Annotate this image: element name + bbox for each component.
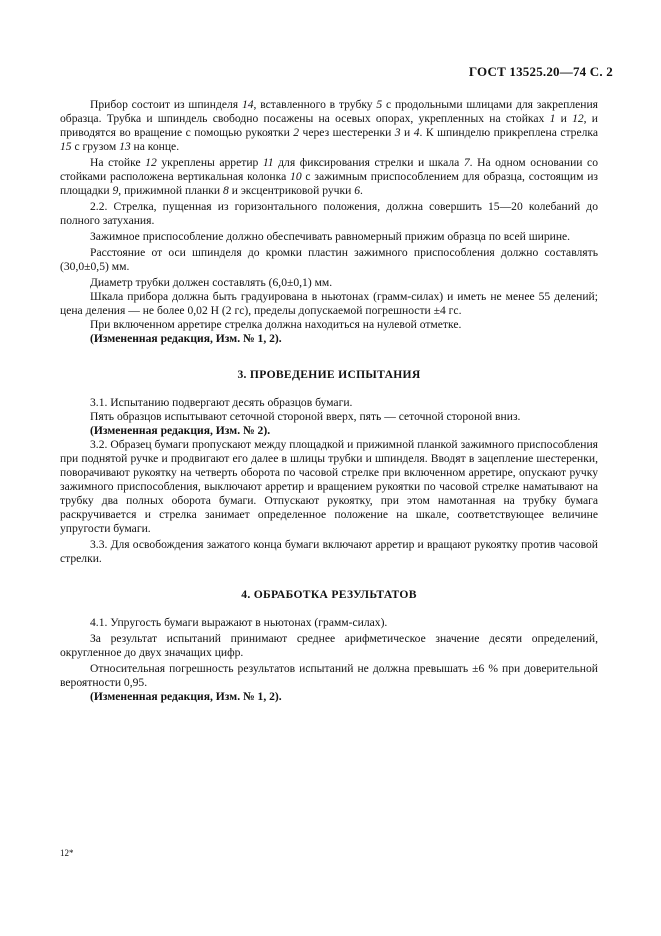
paragraph-result: За результат испытаний принимают среднее арифметическое значение десяти определений, округленное до двух значащих цифр. — [60, 632, 598, 659]
paragraph-distance: Расстояние от оси шпинделя до кромки пластин зажимного приспособления должно составлять (30,0±0,5) мм. — [60, 246, 598, 273]
paragraph-4-1: 4.1. Упругость бумаги выражают в ньютонах (грамм-силах). — [90, 616, 388, 629]
amendment-note-2: (Измененная редакция, Изм. № 2). — [90, 424, 271, 437]
document-body — [60, 98, 598, 704]
paragraph-five-samples: Пять образцов испытывают сеточной стороной вверх, пять — сеточной стороной вниз. — [90, 410, 521, 423]
page-header: ГОСТ 13525.20—74 С. 2 — [468, 64, 613, 79]
paragraph-diameter: Диаметр трубки должен составлять (6,0±0,1) мм. — [90, 276, 333, 289]
paragraph-2-2: 2.2. Стрелка, пущенная из горизонтального положения, должна совершить 15—20 колебаний до полного затухания. — [60, 200, 598, 227]
amendment-note-1: (Измененная редакция, Изм. № 1, 2). — [90, 332, 282, 345]
amendment-note-3: (Измененная редакция, Изм. № 1, 2). — [90, 690, 282, 703]
paragraph-scale: Шкала прибора должна быть градуирована в ньютонах (грамм-силах) и иметь не менее 55 делений; цена деления — не более 0,02 Н (2 гс), пределы допускаемой погрешности ±4 гс. — [60, 290, 598, 317]
paragraph-3-2: 3.2. Образец бумаги пропускают между площадкой и прижимной планкой зажимного приспособления при поднятой ручке и продвигают его далее в шлицы трубки и шпинделя. Вводят в зацепление шестеренки, поворачивают рукоятку на четверть оборота по часовой стрелке при включенном арретире, опускают ручку зажимного приспособления, выключают арретир и вращением рукоятки по часовой стрелке наматывают на трубку два полных оборота бумаги. Отпускают рукоятку, при этом намотанная на трубку бумага раскручивается и стрелка занимает определенное положение на шкале, соответствующее величине упругости бумаги. — [60, 438, 598, 535]
paragraph-3-1: 3.1. Испытанию подвергают десять образцов бумаги. — [90, 396, 353, 409]
section-3-title: 3. ПРОВЕДЕНИЕ ИСПЫТАНИЯ — [237, 368, 421, 381]
paragraph-device: Прибор состоит из шпинделя 14, вставленного в трубку 5 с продольными шлицами для закрепления образца. Трубка и шпиндель свободно посажены на осевых опорах, укрепленных на стойках 1 и 12, и приводятся во вращение с помощью рукоятки 2 через шестеренки 3 и 4. К шпинделю прикреплена стрелка 15 с грузом 13 на конце. — [60, 98, 599, 153]
section-4-title: 4. ОБРАБОТКА РЕЗУЛЬТАТОВ — [241, 588, 417, 601]
paragraph-error: Относительная погрешность результатов испытаний не должна превышать ±6 % при доверительной вероятности 0,95. — [60, 662, 598, 689]
paragraph-clamp: Зажимное приспособление должно обеспечивать равномерный прижим образца по всей ширине. — [90, 230, 571, 243]
paragraph-arrest: При включенном арретире стрелка должна находиться на нулевой отметке. — [90, 318, 462, 331]
paragraph-stand: На стойке 12 укреплены арретир 11 для фиксирования стрелки и шкала 7. На одном основании со стойками расположена вертикальная колонка 10 с зажимным приспособлением для образца, состоящим из площадки 9, прижимной планки 8 и эксцентриковой ручки 6. — [60, 156, 598, 197]
paragraph-3-3: 3.3. Для освобождения зажатого конца бумаги включают арретир и вращают рукоятку против часовой стрелки. — [60, 538, 598, 565]
page-footer: 12* — [60, 848, 74, 858]
